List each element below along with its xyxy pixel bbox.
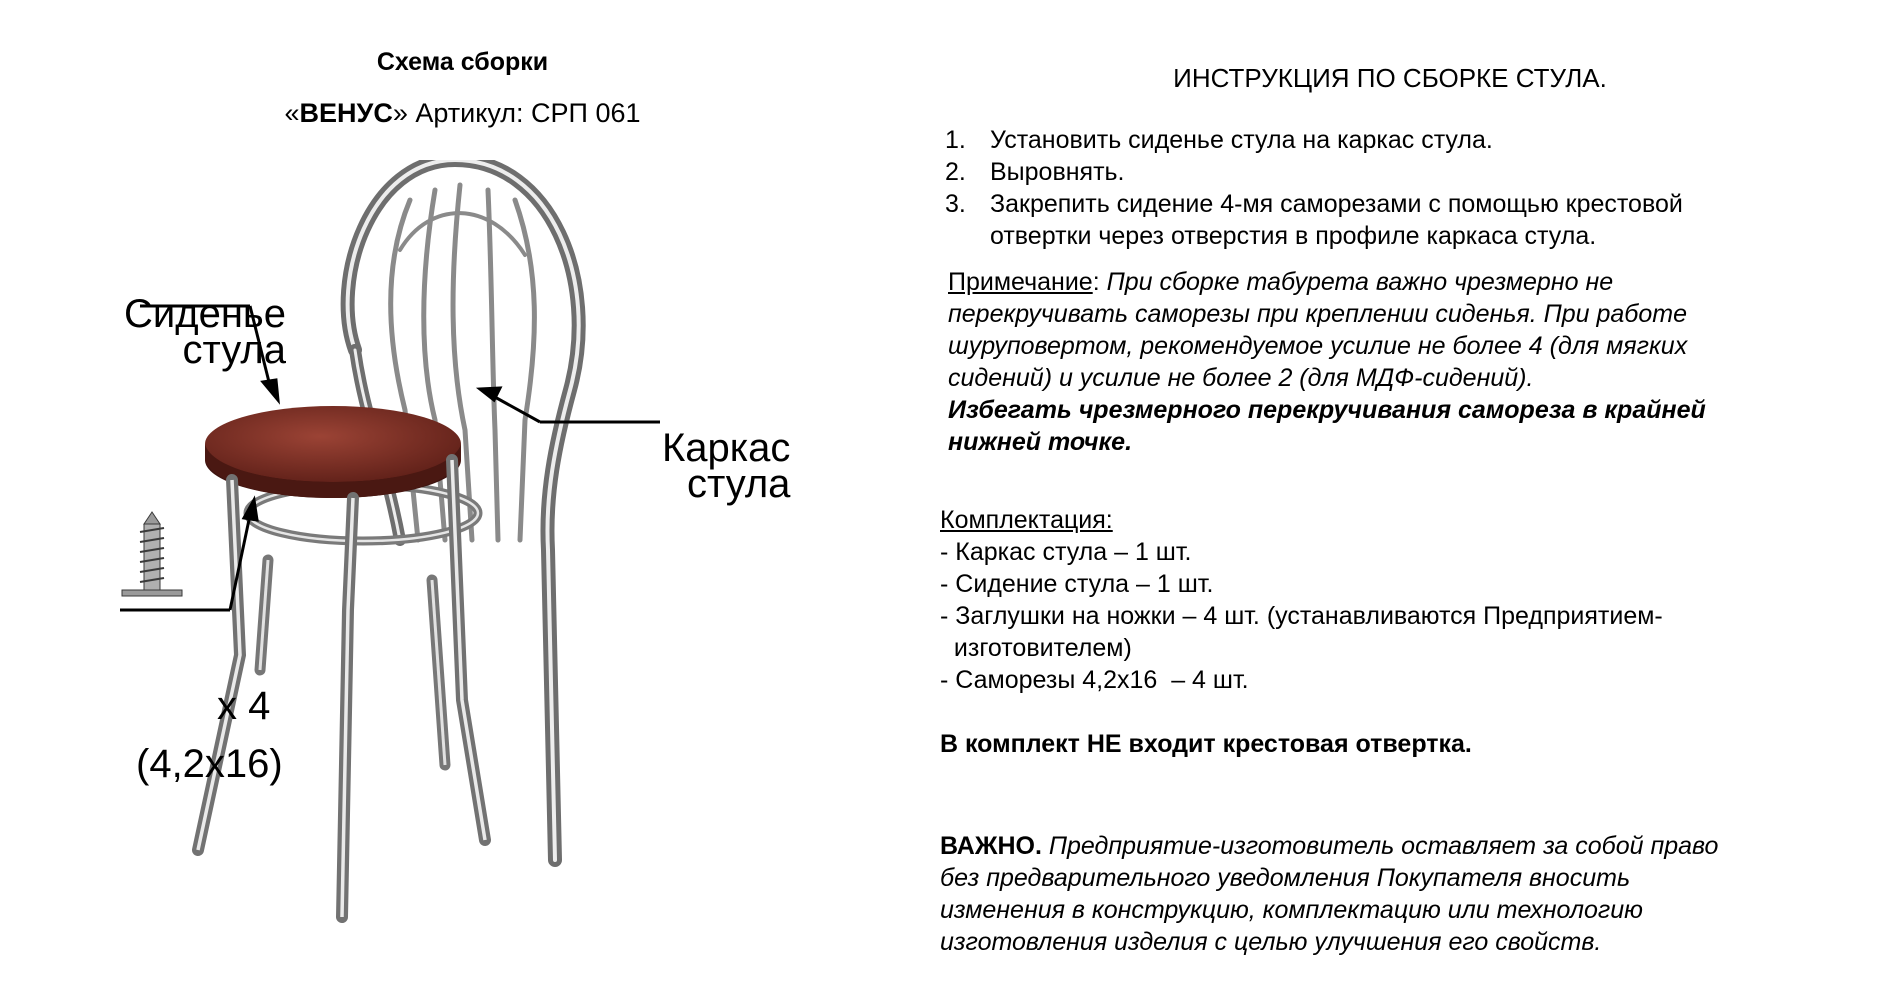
important-label: ВАЖНО. <box>940 832 1042 860</box>
assembly-steps <box>945 124 1683 252</box>
note-block <box>948 266 1706 458</box>
important-notice <box>940 830 1718 958</box>
model-name: ВЕНУС <box>299 98 393 128</box>
frame-label <box>662 426 791 506</box>
scheme-title: Схема сборки <box>376 48 549 76</box>
important-text-line1: Предприятие-изготовитель оставляет за собой право <box>1041 832 1719 860</box>
kit-item: - Сидение стула – 1 шт. <box>940 570 1214 598</box>
seat-label-line2: стула <box>182 328 286 372</box>
step-number: 1. <box>945 126 966 154</box>
kit-heading: Комплектация: <box>940 506 1113 534</box>
step-3 <box>945 188 1683 252</box>
kit-item: - Каркас стула – 1 шт. <box>940 538 1192 566</box>
model-open-quote: « <box>284 98 300 128</box>
note-text-line1: При сборке табурета важно чрезмерно не <box>1099 268 1614 296</box>
note-text-line2: перекручивать саморезы при креплении сиденья. При работе <box>948 300 1687 328</box>
model-close-quote: » <box>392 98 408 128</box>
step-text-line2: отвертки через отверстия в профиле каркаса стула. <box>990 222 1597 250</box>
step-text: Выровнять. <box>990 158 1125 186</box>
step-2 <box>945 156 1683 188</box>
kit-item: изготовителем) <box>940 634 1132 662</box>
instruction-title: ИНСТРУКЦИЯ ПО СБОРКЕ СТУЛА. <box>1173 63 1607 93</box>
article-number: Артикул: СРП 061 <box>415 98 641 128</box>
note-warning-line2: нижней точке. <box>948 428 1133 456</box>
important-line1 <box>940 830 1718 862</box>
screw-size: (4,2x16) <box>136 742 283 786</box>
no-screwdriver-notice: В комплект НЕ входит крестовая отвертка. <box>940 730 1472 758</box>
backrest-frame <box>348 160 579 860</box>
step-number: 2. <box>945 158 966 186</box>
step-text-line1: Закрепить сидение 4-мя саморезами с помощью крестовой <box>990 190 1683 218</box>
frame-label-line2: стула <box>686 462 791 506</box>
screw-count: x 4 <box>217 684 271 728</box>
note-text-line3: шуруповертом, рекомендуемое усилие не более 4 (для мягких <box>948 332 1688 360</box>
note-line <box>948 266 1706 298</box>
step-number: 3. <box>945 190 966 218</box>
step-1 <box>945 124 1683 156</box>
chair-illustration <box>100 160 820 960</box>
note-text-line4: сидений) и усилие не более 2 (для МДФ-сидений). <box>948 364 1534 392</box>
frame-label-line1: Каркас <box>662 426 791 470</box>
note-label: Примечание <box>948 268 1093 296</box>
seat-label-line1: Сиденье <box>124 292 286 336</box>
seat-label <box>124 292 286 372</box>
model-line <box>0 98 925 129</box>
kit-item: - Саморезы 4,2х16 – 4 шт. <box>940 666 1249 694</box>
step-text: Установить сиденье стула на каркас стула. <box>990 126 1493 154</box>
note-colon: : <box>1092 268 1100 296</box>
kit-contents <box>940 504 1663 696</box>
important-text-line2: без предварительного уведомления Покупателя вносить <box>940 864 1631 892</box>
important-text-line3: изменения в конструкцию, комплектацию или технологию <box>940 896 1643 924</box>
kit-item: - Заглушки на ножки – 4 шт. (устанавливаются Предприятием- <box>940 602 1663 630</box>
chair-seat <box>205 406 461 498</box>
note-warning-line1: Избегать чрезмерного перекручивания самореза в крайней <box>948 396 1706 424</box>
important-text-line4: изготовления изделия с целью улучшения его свойств. <box>940 928 1602 956</box>
screw-icon <box>122 512 182 596</box>
